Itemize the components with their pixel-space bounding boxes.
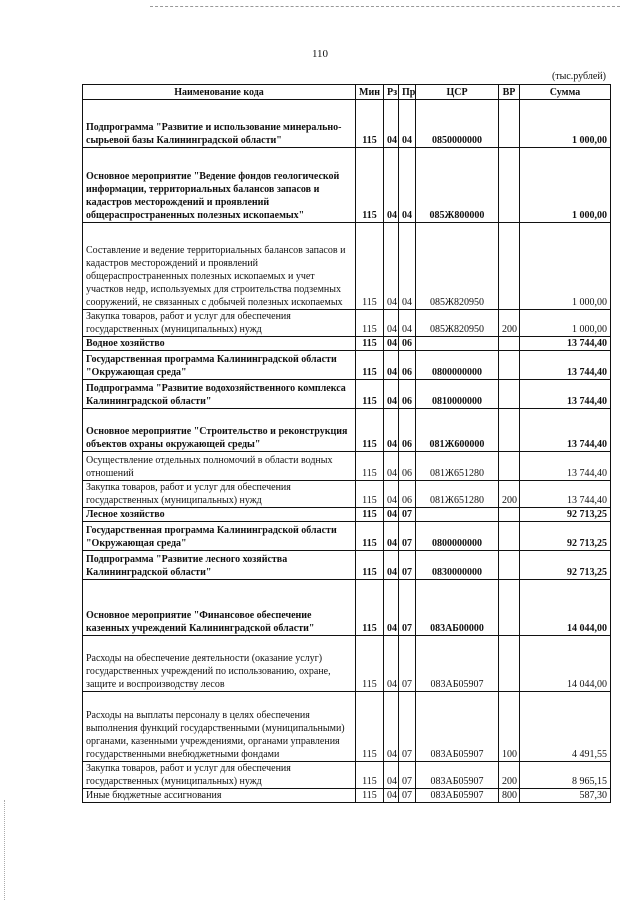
cell-rz: 04 xyxy=(384,789,399,803)
cell-csr: 0850000000 xyxy=(416,100,499,148)
cell-vr xyxy=(499,452,520,481)
cell-csr: 085Ж820950 xyxy=(416,310,499,337)
cell-min: 115 xyxy=(356,337,384,351)
cell-sum: 8 965,15 xyxy=(520,762,611,789)
cell-vr xyxy=(499,580,520,636)
cell-csr: 0810000000 xyxy=(416,380,499,409)
scan-margin-marks xyxy=(4,800,6,900)
cell-csr: 081Ж651280 xyxy=(416,452,499,481)
cell-sum: 92 713,25 xyxy=(520,551,611,580)
cell-vr xyxy=(499,636,520,692)
table-row xyxy=(83,148,611,223)
cell-min: 115 xyxy=(356,310,384,337)
cell-name: Основное мероприятие "Строительство и реконструкция объектов охраны окружающей среды" xyxy=(83,409,356,452)
cell-name: Основное мероприятие "Ведение фондов геологической информации, территориальных балансов запасов и кадастров месторождений и проявлений общераспространенных полезных ископаемых" xyxy=(83,148,356,223)
cell-pr: 06 xyxy=(399,409,416,452)
table-row xyxy=(83,692,611,762)
cell-sum: 4 491,55 xyxy=(520,692,611,762)
cell-pr: 06 xyxy=(399,351,416,380)
table-row xyxy=(83,789,611,803)
cell-name: Лесное хозяйство xyxy=(83,508,356,522)
cell-rz: 04 xyxy=(384,762,399,789)
table-row xyxy=(83,452,611,481)
cell-rz: 04 xyxy=(384,692,399,762)
cell-vr xyxy=(499,223,520,310)
cell-pr: 07 xyxy=(399,762,416,789)
table-row xyxy=(83,310,611,337)
cell-min: 115 xyxy=(356,148,384,223)
cell-vr: 200 xyxy=(499,481,520,508)
cell-name: Государственная программа Калининградской области "Окружающая среда" xyxy=(83,522,356,551)
budget-table xyxy=(82,84,611,803)
cell-csr: 085Ж820950 xyxy=(416,223,499,310)
cell-name: Закупка товаров, работ и услуг для обеспечения государственных (муниципальных) нужд xyxy=(83,762,356,789)
table-row xyxy=(83,223,611,310)
cell-pr: 06 xyxy=(399,337,416,351)
table-row xyxy=(83,508,611,522)
cell-min: 115 xyxy=(356,380,384,409)
table-row xyxy=(83,762,611,789)
cell-pr: 06 xyxy=(399,380,416,409)
cell-rz: 04 xyxy=(384,636,399,692)
cell-pr: 04 xyxy=(399,148,416,223)
cell-min: 115 xyxy=(356,636,384,692)
scan-top-line xyxy=(150,6,620,7)
cell-vr xyxy=(499,351,520,380)
cell-pr: 07 xyxy=(399,692,416,762)
cell-pr: 04 xyxy=(399,223,416,310)
cell-min: 115 xyxy=(356,551,384,580)
cell-pr: 07 xyxy=(399,551,416,580)
cell-pr: 07 xyxy=(399,789,416,803)
table-row xyxy=(83,481,611,508)
cell-name: Расходы на выплаты персоналу в целях обеспечения выполнения функций государственными (муниципальными) органами, казенными учреждениями, органами управления государственными внебюджетными фондами xyxy=(83,692,356,762)
header-pr: Пр xyxy=(399,85,416,100)
cell-vr xyxy=(499,508,520,522)
cell-csr xyxy=(416,337,499,351)
cell-pr: 07 xyxy=(399,580,416,636)
cell-vr xyxy=(499,337,520,351)
cell-rz: 04 xyxy=(384,551,399,580)
cell-vr: 100 xyxy=(499,692,520,762)
cell-sum: 1 000,00 xyxy=(520,100,611,148)
cell-rz: 04 xyxy=(384,580,399,636)
cell-pr: 07 xyxy=(399,636,416,692)
cell-sum: 13 744,40 xyxy=(520,337,611,351)
cell-sum: 92 713,25 xyxy=(520,508,611,522)
cell-rz: 04 xyxy=(384,508,399,522)
table-row xyxy=(83,100,611,148)
cell-min: 115 xyxy=(356,351,384,380)
cell-vr xyxy=(499,409,520,452)
cell-rz: 04 xyxy=(384,148,399,223)
cell-sum: 587,30 xyxy=(520,789,611,803)
cell-min: 115 xyxy=(356,692,384,762)
cell-pr: 06 xyxy=(399,452,416,481)
cell-sum: 14 044,00 xyxy=(520,636,611,692)
table-row xyxy=(83,580,611,636)
cell-csr: 083АБ05907 xyxy=(416,762,499,789)
cell-sum: 1 000,00 xyxy=(520,310,611,337)
cell-sum: 13 744,40 xyxy=(520,409,611,452)
cell-name: Закупка товаров, работ и услуг для обеспечения государственных (муниципальных) нужд xyxy=(83,481,356,508)
cell-csr: 0800000000 xyxy=(416,351,499,380)
cell-name: Государственная программа Калининградской области "Окружающая среда" xyxy=(83,351,356,380)
header-rz: Рз xyxy=(384,85,399,100)
table-row xyxy=(83,337,611,351)
header-csr: ЦСР xyxy=(416,85,499,100)
cell-min: 115 xyxy=(356,409,384,452)
cell-min: 115 xyxy=(356,789,384,803)
cell-name: Подпрограмма "Развитие водохозяйственного комплекса Калининградской области" xyxy=(83,380,356,409)
cell-name: Иные бюджетные ассигнования xyxy=(83,789,356,803)
cell-min: 115 xyxy=(356,508,384,522)
cell-csr: 083АБ05907 xyxy=(416,789,499,803)
table-row xyxy=(83,380,611,409)
cell-min: 115 xyxy=(356,452,384,481)
cell-rz: 04 xyxy=(384,337,399,351)
cell-csr: 081Ж600000 xyxy=(416,409,499,452)
cell-name: Основное мероприятие "Финансовое обеспечение казенных учреждений Калининградской области" xyxy=(83,580,356,636)
cell-vr xyxy=(499,148,520,223)
cell-rz: 04 xyxy=(384,409,399,452)
cell-csr: 083АБ05907 xyxy=(416,636,499,692)
cell-sum: 14 044,00 xyxy=(520,580,611,636)
cell-name: Закупка товаров, работ и услуг для обеспечения государственных (муниципальных) нужд xyxy=(83,310,356,337)
cell-sum: 13 744,40 xyxy=(520,452,611,481)
cell-sum: 1 000,00 xyxy=(520,148,611,223)
header-name: Наименование кода xyxy=(83,85,356,100)
cell-min: 115 xyxy=(356,481,384,508)
cell-rz: 04 xyxy=(384,100,399,148)
cell-csr xyxy=(416,508,499,522)
table-row xyxy=(83,522,611,551)
table-row xyxy=(83,409,611,452)
header-vr: ВР xyxy=(499,85,520,100)
cell-min: 115 xyxy=(356,762,384,789)
cell-vr xyxy=(499,380,520,409)
header-min: Мин xyxy=(356,85,384,100)
cell-pr: 06 xyxy=(399,481,416,508)
cell-csr: 081Ж651280 xyxy=(416,481,499,508)
cell-pr: 07 xyxy=(399,522,416,551)
cell-name: Расходы на обеспечение деятельности (оказание услуг) государственных учреждений по использованию, охране, защите и воспроизводству лесов xyxy=(83,636,356,692)
cell-name: Составление и ведение территориальных балансов запасов и кадастров месторождений и проявлений общераспространенных полезных ископаемых и учет участков недр, используемых для строительства подземных сооружений, не связанных с добычей полезных ископаемых xyxy=(83,223,356,310)
cell-min: 115 xyxy=(356,100,384,148)
cell-min: 115 xyxy=(356,522,384,551)
cell-name: Осуществление отдельных полномочий в области водных отношений xyxy=(83,452,356,481)
cell-rz: 04 xyxy=(384,522,399,551)
cell-csr: 0800000000 xyxy=(416,522,499,551)
table-header-row xyxy=(83,85,611,100)
table-row xyxy=(83,636,611,692)
units-label: (тыс.рублей) xyxy=(551,71,606,82)
cell-rz: 04 xyxy=(384,310,399,337)
table-row xyxy=(83,351,611,380)
cell-min: 115 xyxy=(356,580,384,636)
cell-rz: 04 xyxy=(384,481,399,508)
cell-sum: 1 000,00 xyxy=(520,223,611,310)
table-body xyxy=(83,100,611,803)
cell-rz: 04 xyxy=(384,380,399,409)
cell-vr xyxy=(499,100,520,148)
header-sum: Сумма xyxy=(520,85,611,100)
cell-rz: 04 xyxy=(384,351,399,380)
cell-vr: 200 xyxy=(499,310,520,337)
cell-sum: 92 713,25 xyxy=(520,522,611,551)
cell-csr: 083АБ00000 xyxy=(416,580,499,636)
cell-vr: 800 xyxy=(499,789,520,803)
cell-csr: 0830000000 xyxy=(416,551,499,580)
cell-rz: 04 xyxy=(384,223,399,310)
cell-pr: 04 xyxy=(399,310,416,337)
cell-sum: 13 744,40 xyxy=(520,481,611,508)
cell-name: Водное хозяйство xyxy=(83,337,356,351)
cell-min: 115 xyxy=(356,223,384,310)
table-row xyxy=(83,551,611,580)
cell-csr: 085Ж800000 xyxy=(416,148,499,223)
cell-vr: 200 xyxy=(499,762,520,789)
cell-vr xyxy=(499,551,520,580)
cell-name: Подпрограмма "Развитие лесного хозяйства Калининградской области" xyxy=(83,551,356,580)
cell-pr: 07 xyxy=(399,508,416,522)
page-number: 110 xyxy=(311,48,329,60)
cell-name: Подпрограмма "Развитие и использование минерально-сырьевой базы Калининградской области" xyxy=(83,100,356,148)
cell-pr: 04 xyxy=(399,100,416,148)
cell-vr xyxy=(499,522,520,551)
cell-csr: 083АБ05907 xyxy=(416,692,499,762)
cell-sum: 13 744,40 xyxy=(520,351,611,380)
cell-rz: 04 xyxy=(384,452,399,481)
cell-sum: 13 744,40 xyxy=(520,380,611,409)
